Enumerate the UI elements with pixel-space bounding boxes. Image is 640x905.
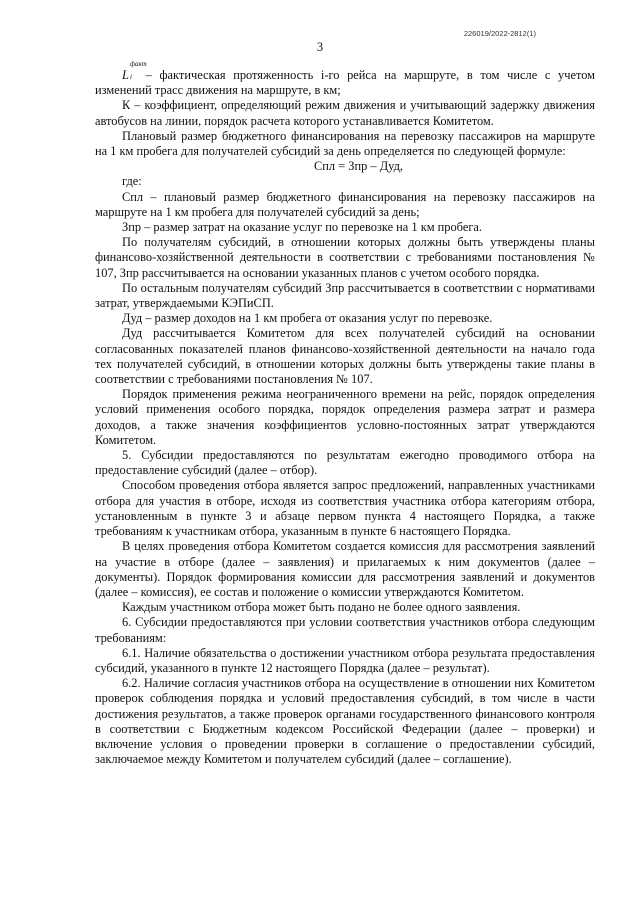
paragraph-item-5: 5. Субсидии предоставляются по результатам ежегодно проводимого отбора на предоставление субсидий (далее – отбор).	[95, 448, 595, 478]
paragraph-k-coefficient: К – коэффициент, определяющий режим движения и учитывающий задержку движения автобусов на линии, порядок расчета которого устанавливается Комитетом.	[95, 98, 595, 128]
paragraph-selection-method: Способом проведения отбора является запрос предложений, направленных участниками отбора для участия в отборе, исходя из соответствия участника отбора категориям отбора, установленным в пункте 3 и абзаце первом пункта 4 настоящего Порядка, а также требованиям к участникам отбора, указанным в пункте 6 настоящего Порядка.	[95, 478, 595, 539]
document-id: 226019/2022-2812(1)	[463, 29, 536, 38]
page-number: 3	[316, 40, 324, 54]
paragraph-one-application: Каждым участником отбора может быть подано не более одного заявления.	[122, 600, 521, 615]
paragraph-zpr-norms: По остальным получателям субсидий Зпр рассчитывается в соответствии с нормативами затрат, утверждаемыми КЭПиСП.	[95, 280, 595, 311]
document-body	[95, 60, 595, 767]
paragraph-zpr-plans: По получателям субсидий, в отношении которых должны быть утверждены планы финансово-хозяйственной деятельности в соответствии с требованиями постановления № 107, Зпр рассчитывается на основании указанных планов с учетом особого порядка.	[95, 235, 595, 280]
l-fact-symbol: L факт i	[122, 60, 147, 82]
formula: Спл = Зпр – Дуд,	[314, 159, 403, 174]
paragraph-dud: Дуд – размер доходов на 1 км пробега от оказания услуг по перевозке.	[122, 311, 493, 326]
paragraph-dud-calc: Дуд рассчитывается Комитетом для всех получателей субсидий на основании согласованных показателей планов финансово-хозяйственной деятельности на начало года тех получателей субсидий, в отношении которых должны быть утверждены такие планы в соответствии с требованиями постановления № 107.	[95, 326, 595, 387]
paragraph-commission: В целях проведения отбора Комитетом создается комиссия для рассмотрения заявлений на участие в отборе (далее – заявления) и прилагаемых к ним документов (далее – документы). Порядок формирования комиссии для рассмотрения заявлений и документов (далее – комиссия), ее состав и положение о комиссии утверждаются Комитетом.	[95, 539, 595, 599]
paragraph-item-6: 6. Субсидии предоставляются при условии соответствия участников отбора следующим требованиям:	[95, 615, 595, 645]
paragraph-zpr: Зпр – размер затрат на оказание услуг по перевозке на 1 км пробега.	[122, 220, 482, 235]
paragraph-procedure: Порядок применения режима неограниченного времени на рейс, порядок определения условий применения особого порядка, порядок определения размера затрат и размера доходов, а также значения коэффициентов условно-постоянных затрат утверждаются Комитетом.	[95, 387, 595, 447]
paragraph-planned-size: Плановый размер бюджетного финансирования на перевозку пассажиров на маршруте на 1 км пробега для получателей субсидий за день определяется по следующей формуле:	[95, 128, 595, 159]
paragraph-spl: Спл – плановый размер бюджетного финансирования на перевозку пассажиров на маршруте на 1 км пробега для получателей субсидий за день;	[95, 189, 595, 219]
paragraph-l-fact: L факт i – фактическая протяженность i-го рейса на маршруте, в том числе с учетом изменений трасс движения на маршруте, в км;	[95, 60, 595, 98]
paragraph-where: где:	[122, 174, 142, 189]
paragraph-item-6-2: 6.2. Наличие согласия участников отбора на осуществление в отношении них Комитетом проверок соблюдения порядка и условий предоставления субсидий, в том числе в части достижения результатов, а также проверок органами государственного финансового контроля в соответствии с Бюджетным кодексом Российской Федерации (далее – проверки) и включение условия о проведении проверки в соглашение о предоставлении субсидий, заключаемое между Комитетом и получателем субсидий (далее – соглашение).	[95, 676, 595, 767]
paragraph-item-6-1: 6.1. Наличие обязательства о достижении участником отбора результата предоставления субсидий, указанного в пункте 12 настоящего Порядка (далее – результат).	[95, 645, 595, 675]
